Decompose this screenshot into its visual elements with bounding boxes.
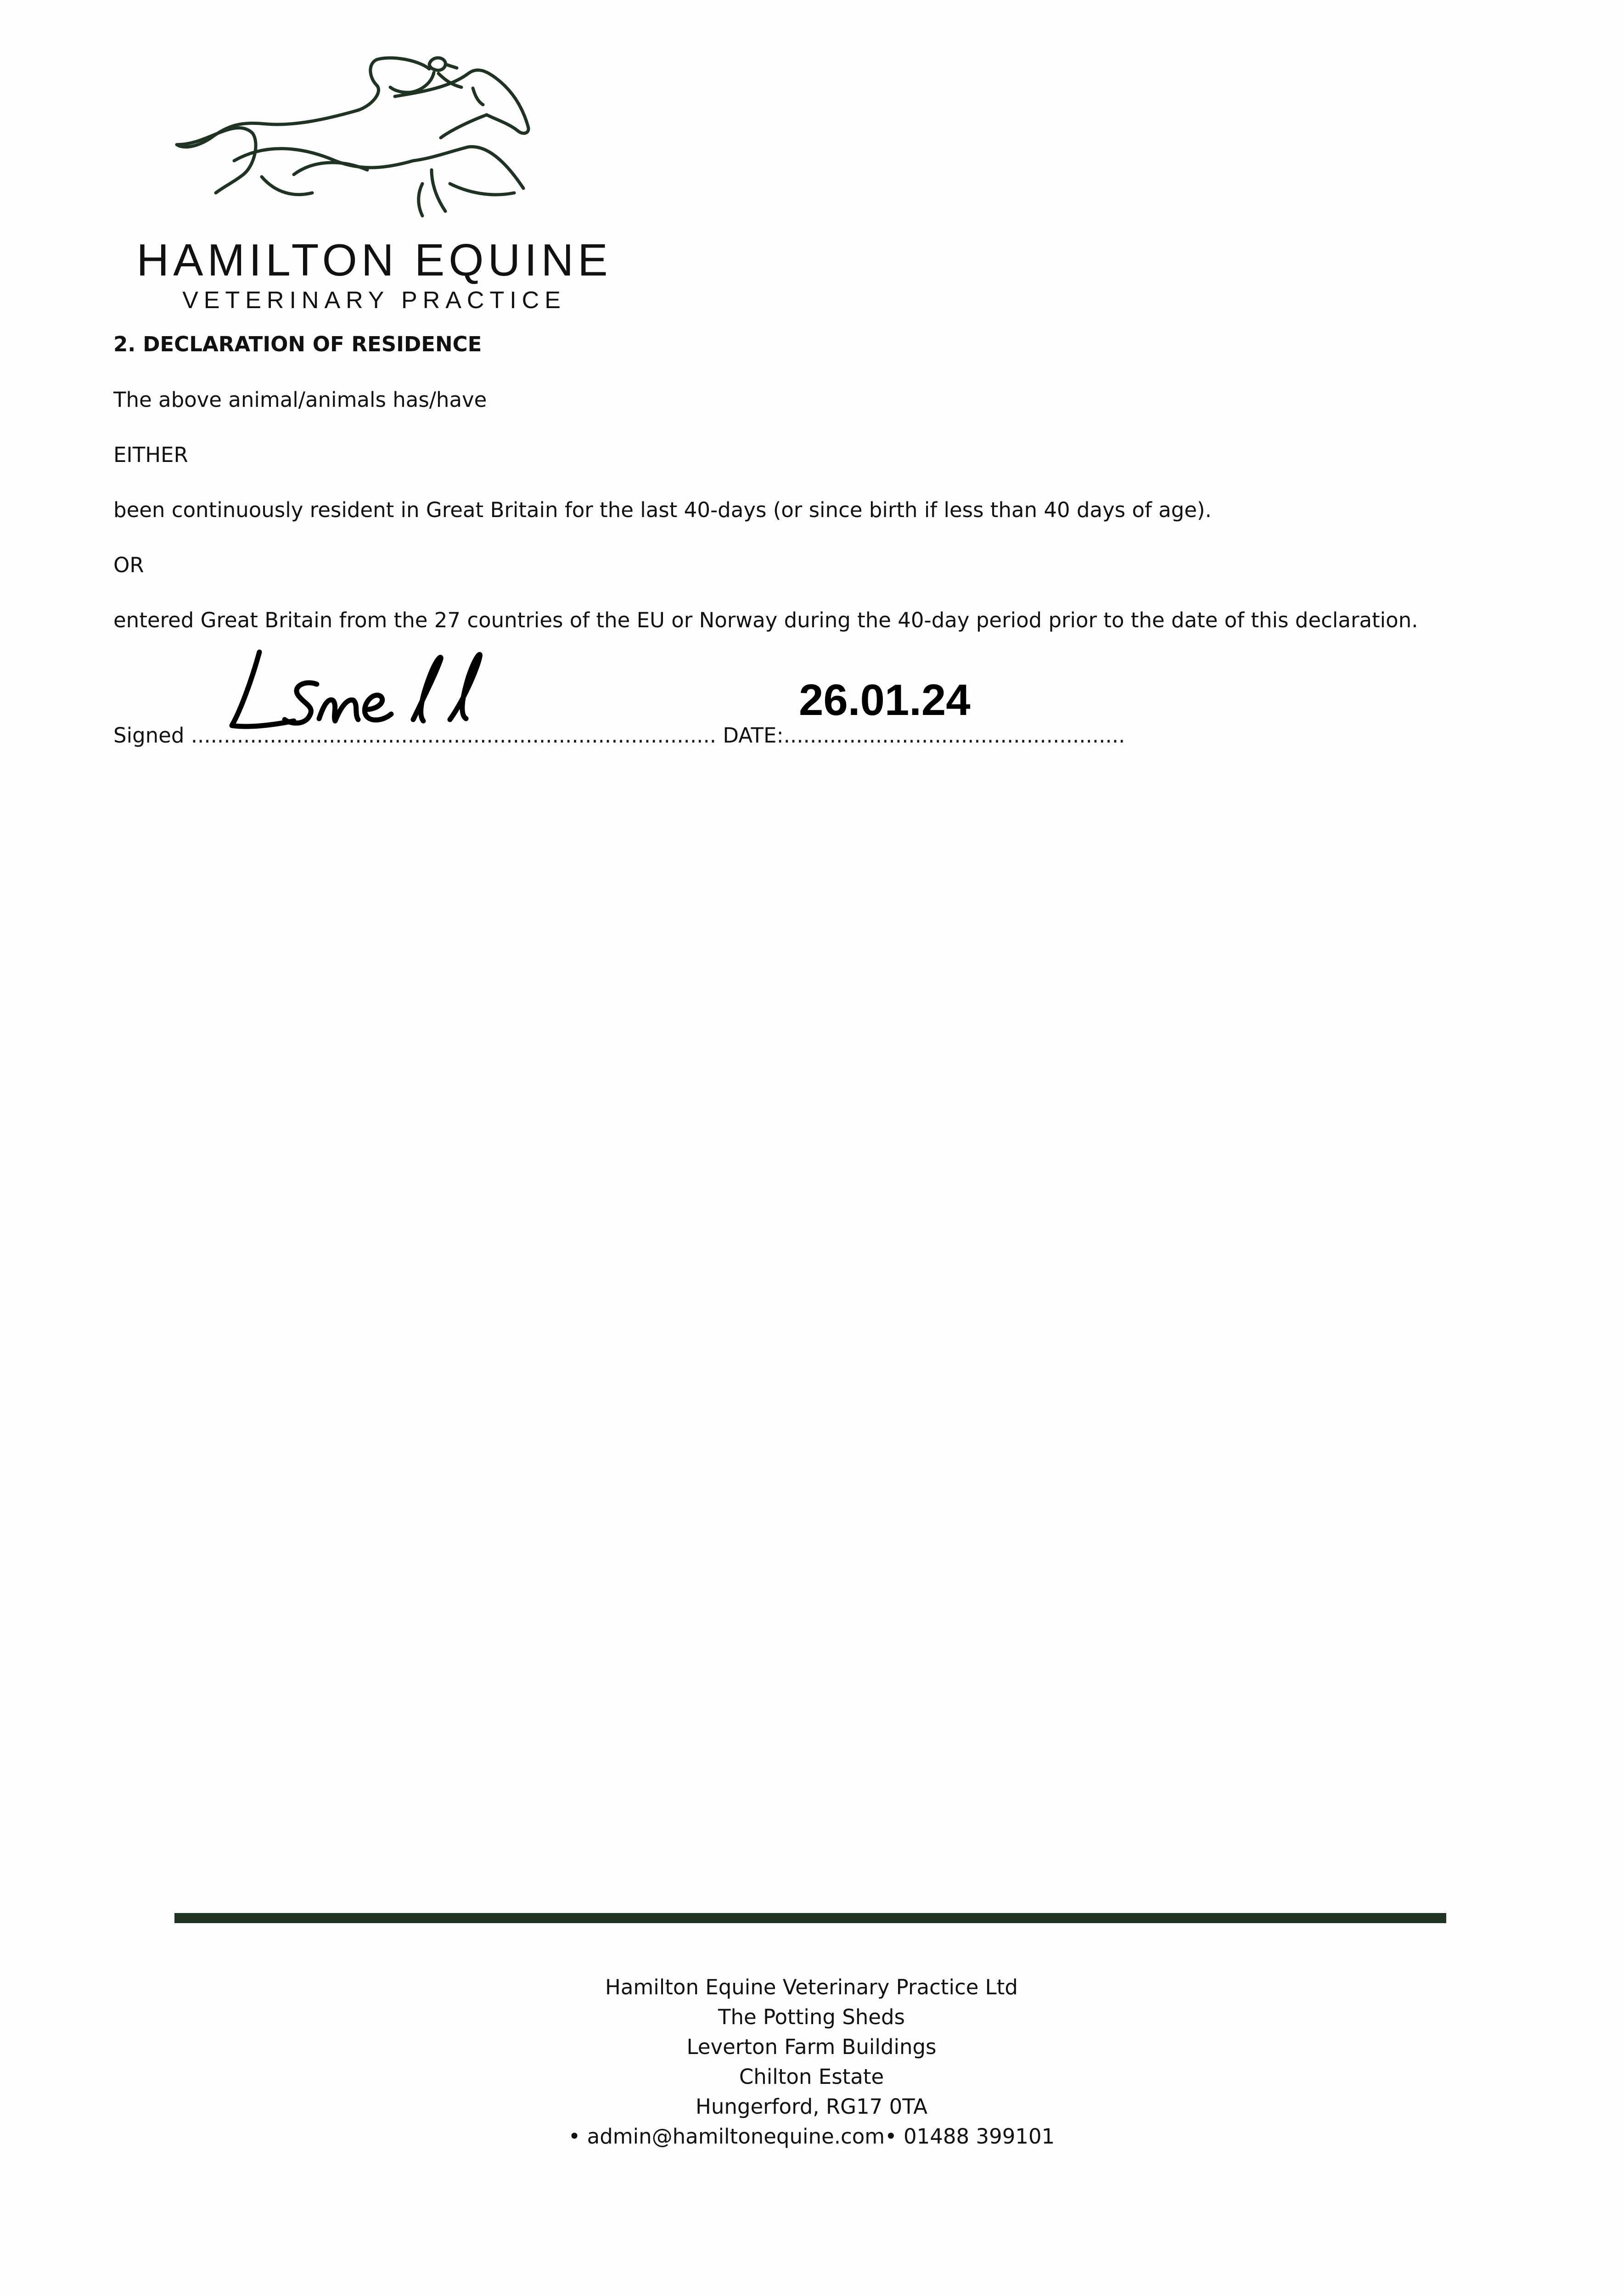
practice-subtitle: VETERINARY PRACTICE [182,287,566,314]
paragraph: OR [113,553,144,577]
date-label: DATE: [723,723,784,748]
footer-line: Chilton Estate [739,2065,884,2089]
practice-logo [115,46,634,317]
horse-and-jockey-icon [174,46,578,239]
practice-name: HAMILTON EQUINE [136,235,612,285]
footer-line: Hungerford, RG17 0TA [696,2094,927,2119]
footer-line: Leverton Farm Buildings [686,2035,937,2059]
footer-divider [174,1913,1446,1923]
paragraph: entered Great Britain from the 27 countries of the EU or Norway during the 40-day period prior to the date of this declaration. [113,608,1418,632]
signed-dots: ................................................................................ [191,723,717,748]
paragraph: been continuously resident in Great Britain for the last 40-days (or since birth if less than 40 days of age). [113,498,1212,522]
footer-line: Hamilton Equine Veterinary Practice Ltd [605,1975,1018,1999]
date-dots: .................................................... [783,723,1125,748]
footer-contact: • admin@hamiltonequine.com• 01488 399101 [568,2124,1055,2149]
section-heading: 2. DECLARATION OF RESIDENCE [113,332,482,356]
date-value: 26.01.24 [799,675,971,725]
footer-address [0,1972,1623,2151]
handwritten-signature [220,641,533,746]
paragraph: The above animal/animals has/have [113,388,487,412]
paragraph: EITHER [113,443,188,467]
footer-line: The Potting Sheds [718,2005,905,2029]
signed-label: Signed [113,723,185,748]
